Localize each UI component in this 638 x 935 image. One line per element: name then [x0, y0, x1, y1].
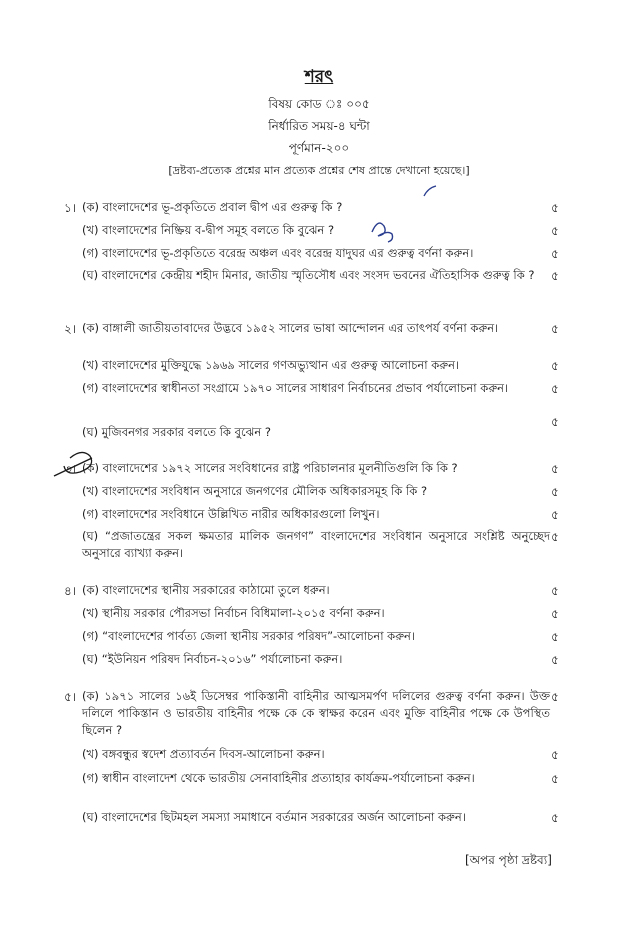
- part-mark: ৫: [551, 247, 559, 261]
- part-mark: ৫: [551, 607, 559, 621]
- page-title: শরৎ: [304, 67, 334, 87]
- part-mark: ৫: [551, 462, 559, 476]
- turn-over-note: [অপর পৃষ্ঠা দ্রষ্টব্য]: [465, 853, 552, 867]
- part-mark: ৫: [551, 508, 559, 522]
- question-part: (খ) স্থানীয় সরকার পৌরসভা নির্বাচন বিধিমালা-২০১৫ বর্ণনা করুন।: [82, 606, 385, 620]
- pen-scribble: [372, 223, 393, 242]
- question-part: (ঘ) “ইউনিয়ন পরিষদ নির্বাচন-২০১৬” পর্যালোচনা করুন।: [82, 652, 343, 666]
- part-mark: ৫: [551, 322, 559, 336]
- part-mark: ৫: [551, 584, 559, 598]
- question-part: (ঘ) বাংলাদেশের ছিটমহল সমস্যা সমাধানে বর্তমান সরকারের অর্জন আলোচনা করুন।: [82, 810, 466, 824]
- question-part: (ক) বাংলাদেশের ভূ-প্রকৃতিতে প্রবাল দ্বীপ এর গুরুত্ব কি ?: [82, 200, 343, 214]
- part-mark: ৫: [551, 415, 559, 429]
- question-number: ১।: [64, 201, 77, 215]
- question-part: (গ) স্বাধীন বাংলাদেশ থেকে ভারতীয় সেনাবাহিনীর প্রত্যাহার কার্যক্রম-পর্যালোচনা করুন।: [82, 771, 475, 785]
- part-mark: ৫: [551, 269, 559, 283]
- question-part: (ঘ) বাংলাদেশের কেন্দ্রীয় শহীদ মিনার, জাতীয় স্মৃতিসৌধ এবং সংসদ ভবনের ঐতিহাসিক গুরুত্ব কি ?: [82, 268, 535, 282]
- part-mark: ৫: [551, 653, 559, 667]
- time-allowed: নির্ধারিত সময়-৪ ঘন্টা: [268, 119, 370, 133]
- part-mark: ৫: [551, 359, 559, 373]
- part-mark: ৫: [551, 690, 559, 704]
- question-part: (গ) “বাংলাদেশের পার্বত্য জেলা স্থানীয় সরকার পরিষদ”-আলোচনা করুন।: [82, 629, 416, 643]
- question-number: ২।: [64, 322, 77, 336]
- part-mark: ৫: [551, 224, 559, 238]
- question-part: (ঘ) মুজিবনগর সরকার বলতে কি বুঝেন ?: [82, 425, 271, 439]
- part-mark: ৫: [551, 811, 559, 825]
- question-part: (গ) বাংলাদেশের ভূ-প্রকৃতিতে বরেন্দ্র অঞ্চল এবং বরেন্দ্র যাদুঘর এর গুরুত্ব বর্ণনা করুন।: [82, 246, 474, 260]
- subject-code: বিষয় কোড ঃ ০০৫: [268, 97, 370, 111]
- question-part: (খ) বাংলাদেশের নিষ্ক্রিয় ব-দ্বীপ সমূহ বলতে কি বুঝেন ?: [82, 223, 335, 237]
- question-number: ৪।: [64, 584, 77, 598]
- part-mark: ৫: [551, 485, 559, 499]
- part-mark: ৫: [551, 630, 559, 644]
- question-number: ৩।: [64, 462, 77, 476]
- question-part: (খ) বাংলাদেশের সংবিধান অনুসারে জনগণের মৌলিক অধিকারসমূহ কি কি ?: [82, 484, 428, 498]
- full-marks: পূর্ণমান-২০০: [288, 141, 350, 155]
- question-part: (গ) বাংলাদেশের স্বাধীনতা সংগ্রামে ১৯৭০ সালের সাধারণ নির্বাচনের প্রভাব পর্যালোচনা করুন।: [82, 381, 509, 395]
- part-mark: ৫: [551, 530, 559, 544]
- question-part: (খ) বাংলাদেশের মুক্তিযুদ্ধে ১৯৬৯ সালের গণঅভ্যুত্থান এর গুরুত্ব আলোচনা করুন।: [82, 358, 460, 372]
- part-mark: ৫: [551, 201, 559, 215]
- question-part: (ক) বাংলাদেশের স্থানীয় সরকারের কাঠামো তুলে ধরুন।: [82, 583, 330, 597]
- instruction-note: [দ্রষ্টব্য-প্রত্যেক প্রশ্নের মান প্রত্যেক প্রশ্নের শেষ প্রান্তে দেখানো হয়েছে।]: [168, 164, 470, 177]
- part-mark: ৫: [551, 748, 559, 762]
- question-part: (ক) বাংলাদেশের ১৯৭২ সালের সংবিধানের রাষ্ট্র পরিচালনার মূলনীতিগুলি কি কি ?: [82, 461, 458, 475]
- part-mark: ৫: [551, 772, 559, 786]
- pen-tick: [424, 186, 436, 196]
- question-part: (ক) বাঙ্গালী জাতীয়তাবাদের উদ্ভবে ১৯৫২ সালের ভাষা আন্দোলন এর তাৎপর্য বর্ণনা করুন।: [82, 321, 499, 335]
- question-part: (ক) ১৯৭১ সালের ১৬ই ডিসেম্বর পাকিস্তানী বাহিনীর আত্মসমর্পণ দলিলের গুরুত্ব বর্ণনা করুন। উক্ত দলিলে পাকিস্তান ও ভারতীয় বাহিনীর পক্ষে কে কে স্বাক্ষর করেন এবং মুক্তি বাহিনীর পক্ষে কে উপস্থিত ছিলেন ?: [82, 689, 550, 737]
- part-mark: ৫: [551, 382, 559, 396]
- question-part: (ঘ) “প্রজাতন্ত্রের সকল ক্ষমতার মালিক জনগণ” বাংলাদেশের সংবিধান অনুসারে সংশ্লিষ্ট অনুচ্ছেদ অনুসারে ব্যাখ্যা করুন।: [82, 529, 550, 560]
- question-part: (খ) বঙ্গবন্ধুর স্বদেশ প্রত্যাবর্তন দিবস-আলোচনা করুন।: [82, 747, 325, 761]
- question-part: (গ) বাংলাদেশের সংবিধানে উল্লিখিত নারীর অধিকারগুলো লিখুন।: [82, 507, 380, 521]
- question-number: ৫।: [64, 690, 77, 704]
